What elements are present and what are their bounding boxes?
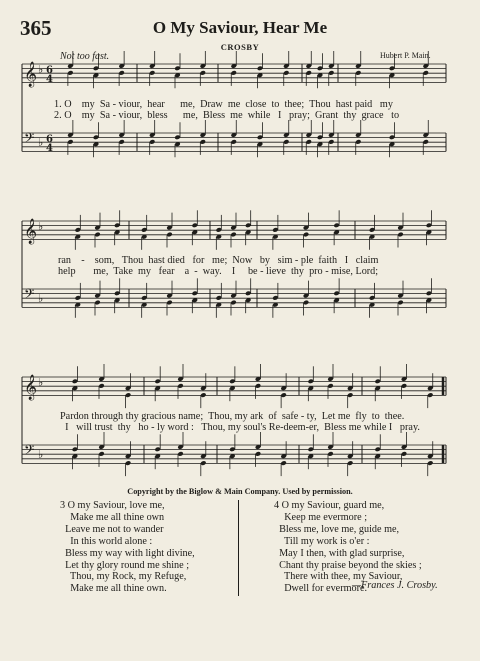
verse-line: 3 O my Saviour, love me, bbox=[60, 500, 165, 511]
tempo-marking: Not too fast. bbox=[60, 51, 110, 62]
verse-line: Make me all thine own bbox=[60, 511, 165, 523]
flat-sign: ♭ bbox=[38, 63, 44, 76]
bass-clef: 𝄢 bbox=[24, 442, 35, 461]
author-credit: —Frances J. Crosby. bbox=[352, 580, 438, 591]
flat-sign: ♭ bbox=[38, 292, 44, 305]
verse-line: 4 O my Saviour, guard me, bbox=[274, 500, 385, 511]
tune-name: CROSBY bbox=[220, 42, 260, 52]
composer-credit: Hubert P. Main. bbox=[380, 51, 431, 60]
copyright-notice: Copyright by the Biglow & Main Company. Used by permission. bbox=[127, 487, 353, 496]
flat-sign: ♭ bbox=[38, 376, 44, 389]
bass-clef: 𝄢 bbox=[24, 130, 35, 149]
verse-line: Let thy glory round me shine ; bbox=[60, 559, 190, 571]
verse-line: Till my work is o'er : bbox=[274, 535, 370, 547]
lyric-line: help me, Take my fear a - way. I be - lieve thy pro - mise, Lord; bbox=[58, 266, 379, 277]
verse-line: There with thee, my Saviour, bbox=[274, 571, 403, 583]
lyric-line: Pardon through thy gracious name; Thou, my ark of safe - ty, Let me fly to thee. bbox=[60, 411, 405, 422]
lyric-line: I will trust thy ho - ly word : Thou, my soul's Re-deem-er, Bless me while I pray. bbox=[60, 422, 420, 433]
time-signature-bottom: 4 bbox=[46, 74, 53, 85]
verse-line: Chant thy praise beyond the skies ; bbox=[274, 559, 422, 571]
flat-sign: ♭ bbox=[38, 220, 44, 233]
verse-3 bbox=[60, 500, 195, 595]
verse-line: Make me all thine own. bbox=[60, 583, 167, 595]
treble-clef: 𝄞 bbox=[24, 219, 38, 244]
lyric-line: 1. O my Sa - viour, hear me, Draw me close to thee; Thou hast paid my bbox=[54, 99, 393, 110]
verse-line: In this world alone : bbox=[60, 535, 153, 547]
bass-clef: 𝄢 bbox=[24, 286, 35, 305]
treble-clef: 𝄞 bbox=[24, 375, 38, 400]
flat-sign: ♭ bbox=[38, 136, 44, 149]
verse-line: Dwell for evermore. bbox=[274, 583, 368, 595]
time-signature-bottom: 4 bbox=[46, 143, 53, 154]
hymn-title: O My Saviour, Hear Me bbox=[152, 18, 328, 37]
treble-clef: 𝄞 bbox=[24, 62, 38, 87]
verse-line: Bless my way with light divine, bbox=[60, 547, 195, 559]
lyric-line: 2. O my Sa - viour, bless me, Bless me while I pray; Grant thy grace to bbox=[54, 110, 400, 121]
verse-line: Leave me not to wander bbox=[60, 523, 164, 535]
verse-line: Thou, my Rock, my Refuge, bbox=[60, 571, 187, 583]
verse-line: Bless me, love me, guide me, bbox=[274, 523, 400, 535]
time-signature-top: 6 bbox=[46, 134, 53, 145]
verse-divider bbox=[238, 500, 239, 596]
verse-line: May I then, with glad surprise, bbox=[274, 547, 405, 559]
flat-sign: ♭ bbox=[38, 448, 44, 461]
lyric-line: ran - som, Thou hast died for me; Now by sim - ple faith I claim bbox=[58, 255, 379, 266]
verse-line: Keep me evermore ; bbox=[274, 511, 368, 523]
time-signature-top: 6 bbox=[46, 65, 53, 76]
hymn-number: 365 bbox=[20, 16, 52, 40]
